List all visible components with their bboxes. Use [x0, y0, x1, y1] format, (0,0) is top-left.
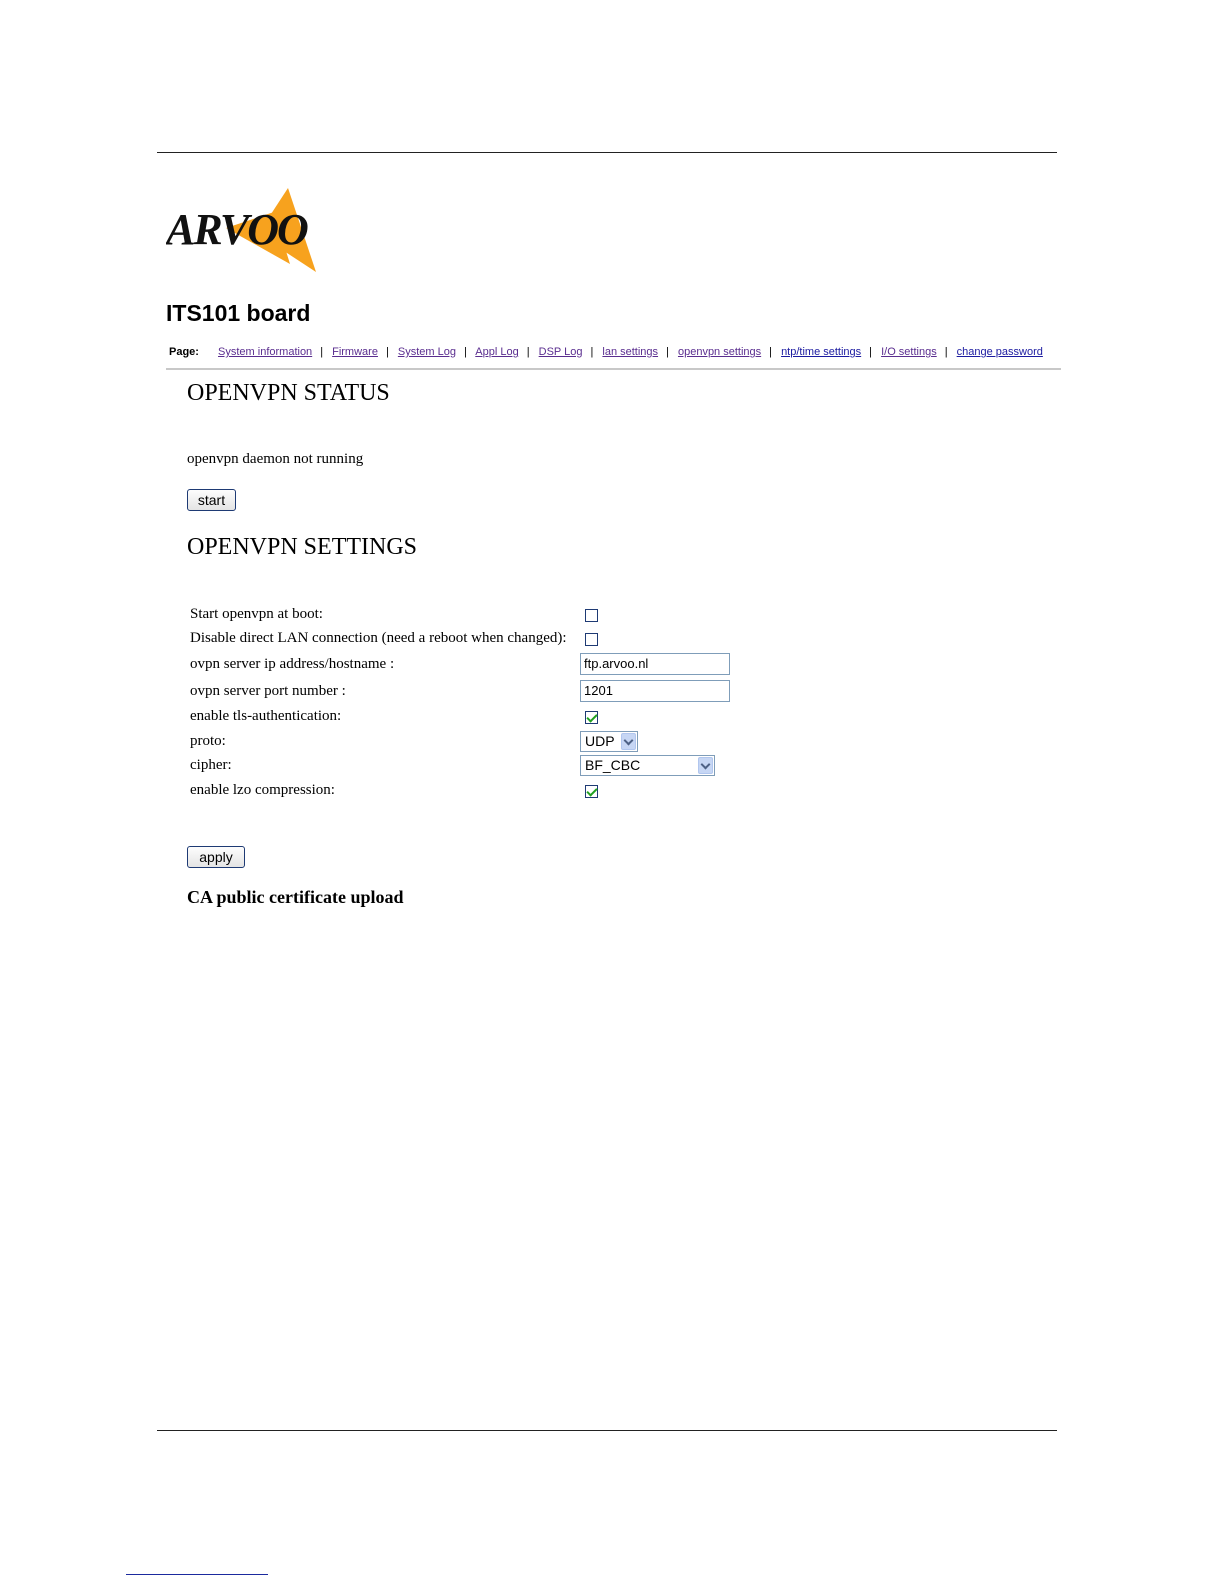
server-host-input[interactable]: ftp.arvoo.nl — [580, 653, 730, 675]
nav-separator: | — [666, 346, 669, 358]
start-button[interactable]: start — [187, 489, 236, 511]
nav-link-dsp-log[interactable]: DSP Log — [538, 346, 583, 358]
cipher-value: BF_CBC — [585, 757, 641, 773]
nav-link-lan-settings[interactable]: lan settings — [602, 346, 659, 358]
nav-separator: | — [590, 346, 594, 358]
nav-link-io-settings[interactable]: I/O settings — [881, 346, 937, 358]
chevron-down-icon — [621, 733, 636, 750]
proto-value: UDP — [585, 733, 615, 749]
server-host-label: ovpn server ip address/hostname : — [190, 656, 395, 672]
svg-text:ARVOO: ARVOO — [166, 205, 307, 254]
nav-separator: | — [769, 346, 772, 358]
nav-separator: | — [869, 346, 873, 358]
nav-link-openvpn-settings[interactable]: openvpn settings — [677, 346, 762, 358]
nav-separator: | — [385, 346, 389, 358]
disable-lan-checkbox[interactable] — [585, 633, 598, 646]
lzo-checkbox[interactable] — [585, 785, 598, 798]
apply-button[interactable]: apply — [187, 846, 245, 868]
tls-auth-checkbox[interactable] — [585, 711, 598, 724]
footnote-rule — [126, 1574, 268, 1575]
nav-link-firmware[interactable]: Firmware — [332, 346, 378, 358]
ca-upload-heading: CA public certificate upload — [187, 887, 404, 907]
nav-separator: | — [944, 346, 948, 358]
status-heading: OPENVPN STATUS — [187, 380, 390, 406]
nav-link-appl-log[interactable]: Appl Log — [475, 346, 519, 358]
start-at-boot-label: Start openvpn at boot: — [190, 606, 323, 622]
nav-link-ntp-time-settings[interactable]: ntp/time settings — [781, 346, 862, 358]
bottom-rule — [157, 1430, 1057, 1431]
nav-divider — [166, 368, 1061, 370]
nav-separator: | — [320, 346, 324, 358]
arvoo-logo — [166, 188, 326, 278]
status-text: openvpn daemon not running — [187, 451, 364, 467]
proto-label: proto: — [190, 733, 226, 749]
proto-select[interactable] — [580, 731, 638, 752]
tls-auth-label: enable tls-authentication: — [190, 708, 342, 724]
board-title: ITS101 board — [166, 300, 311, 326]
settings-heading: OPENVPN SETTINGS — [187, 534, 418, 560]
cipher-label: cipher: — [190, 757, 232, 773]
server-port-input[interactable]: 1201 — [580, 680, 730, 702]
start-at-boot-checkbox[interactable] — [585, 609, 598, 622]
page-nav — [169, 346, 1043, 358]
nav-label: Page: — [169, 346, 199, 358]
disable-lan-label: Disable direct LAN connection (need a reboot when changed): — [190, 630, 567, 646]
chevron-down-icon — [698, 757, 713, 774]
nav-link-change-password[interactable]: change password — [956, 346, 1043, 358]
nav-link-system-log[interactable]: System Log — [397, 346, 456, 358]
server-port-label: ovpn server port number : — [190, 683, 346, 699]
nav-link-system-information[interactable]: System information — [218, 346, 313, 358]
lzo-label: enable lzo compression: — [190, 782, 335, 798]
nav-separator: | — [526, 346, 530, 358]
nav-separator: | — [463, 346, 467, 358]
cipher-select[interactable] — [580, 755, 715, 776]
top-rule — [157, 152, 1057, 153]
